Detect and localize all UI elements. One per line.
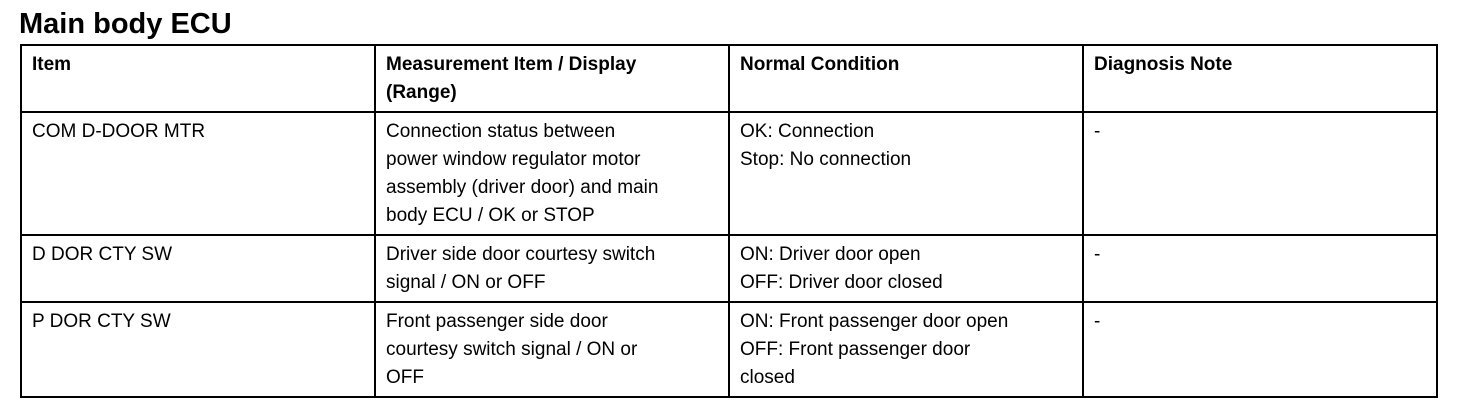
cell-normal-condition: ON: Front passenger door open OFF: Front passenger door closed [729, 302, 1083, 397]
table-header-row [21, 45, 1437, 112]
cell-item: COM D-DOOR MTR [21, 112, 375, 235]
cell-item: D DOR CTY SW [21, 235, 375, 302]
cell-item: P DOR CTY SW [21, 302, 375, 397]
cell-normal-condition: ON: Driver door open OFF: Driver door closed [729, 235, 1083, 302]
table-row [21, 235, 1437, 302]
page-title: Main body ECU [19, 8, 232, 40]
cell-normal-condition: OK: Connection Stop: No connection [729, 112, 1083, 235]
header-measurement-item: Measurement Item / Display (Range) [375, 45, 729, 112]
cell-measurement: Driver side door courtesy switch signal / ON or OFF [375, 235, 729, 302]
header-item: Item [21, 45, 375, 112]
ecu-data-table [20, 44, 1438, 398]
table-row [21, 302, 1437, 397]
cell-diagnosis-note: - [1083, 112, 1437, 235]
cell-measurement: Front passenger side door courtesy switch signal / ON or OFF [375, 302, 729, 397]
cell-measurement: Connection status between power window regulator motor assembly (driver door) and main body ECU / OK or STOP [375, 112, 729, 235]
header-normal-condition: Normal Condition [729, 45, 1083, 112]
header-diagnosis-note: Diagnosis Note [1083, 45, 1437, 112]
table-row [21, 112, 1437, 235]
cell-diagnosis-note: - [1083, 235, 1437, 302]
cell-diagnosis-note: - [1083, 302, 1437, 397]
